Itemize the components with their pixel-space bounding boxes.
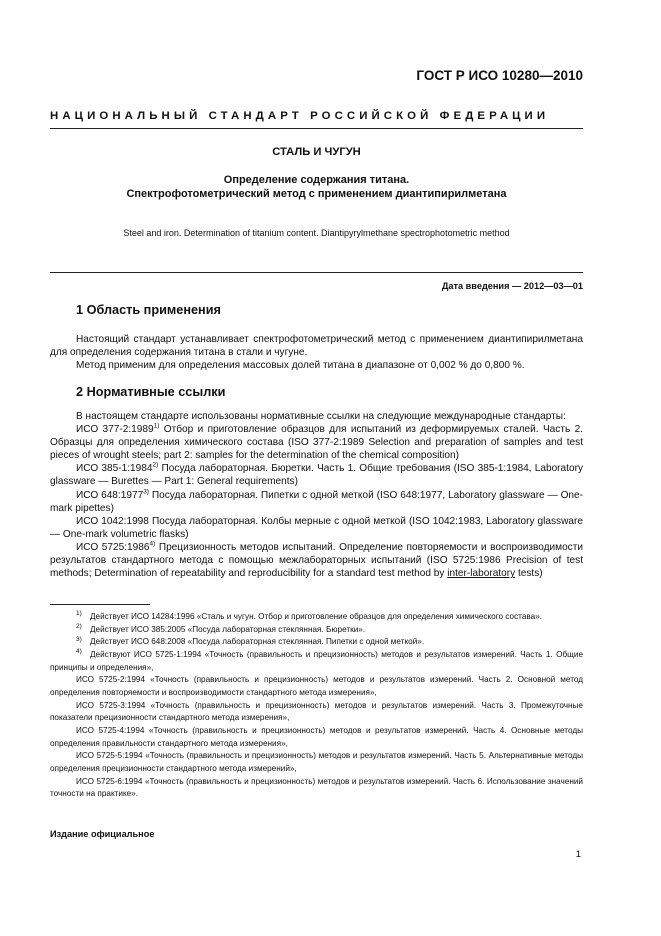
footnote-ref[interactable]: 1) bbox=[153, 422, 160, 430]
reference-code: ИСО 377-2:1989 bbox=[76, 424, 154, 436]
footnote-ref[interactable]: 2) bbox=[152, 462, 159, 470]
reference-text: Прецизионность методов испытаний. Определение повторяемости и воспроизводимости результатов стандартного метода с помощью межлабораторных испытаний (ISO 5725:1986 Precision of test methods; Determination of repeatability and reproducibility for a standard test method by bbox=[50, 541, 583, 580]
subtitle-line-2: Спектрофотометрический метод с применением диантипирилметана bbox=[126, 188, 507, 200]
footnote-text: Действует ИСО 14284:1996 «Сталь и чугун. Отбор и приготовление образцов для определения химического состава». bbox=[90, 612, 543, 621]
reference-text: Посуда лабораторная. Пипетки с одной меткой (ISO 648:1977, Laboratory glassware — One-mark pipettes) bbox=[50, 489, 584, 514]
subtitle-line-1: Определение содержания титана. bbox=[223, 174, 410, 186]
footnote-continuation: ИСО 5725-6:1994 «Точность (правильность и прецизионность) методов и результатов измерений. Часть 6. Использование значений точности на практике». bbox=[50, 776, 583, 799]
footnote-text: Действуют ИСО 5725-1:1994 «Точность (правильность и прецизионность) методов и результатов измерений. Часть 1. Общие принципы и определения», bbox=[50, 649, 583, 672]
footnote-continuation: ИСО 5725-2:1994 «Точность (правильность и прецизионность) методов и результатов измерений. Часть 2. Основной метод определения повторяемости и воспроизводимости стандартного метода измерения», bbox=[50, 675, 583, 697]
reference-text: Посуда лабораторная. Колбы мерные с одной меткой (ISO 1042:1983, Laboratory glassware — One-mark volumetric flasks) bbox=[50, 515, 583, 540]
standard-subtitle bbox=[50, 173, 583, 201]
page-number: 1 bbox=[575, 849, 581, 860]
footnote-text: Действует ИСО 385:2005 «Посуда лабораторная стеклянная. Бюретки». bbox=[90, 624, 366, 634]
footnote: $^{3)}$ Действует ИСО 648:2008 «Посуда лабораторная стеклянная. Пипетки с одной меткой». bbox=[76, 635, 425, 647]
official-edition-label: Издание официальное bbox=[50, 829, 155, 839]
standard-title: СТАЛЬ И ЧУГУН bbox=[272, 146, 361, 158]
footnote-text: Действует ИСО 648:2008 «Посуда лабораторная стеклянная. Пипетки с одной меткой». bbox=[90, 637, 425, 647]
footnote-ref[interactable]: 4) bbox=[149, 540, 156, 548]
reference-item bbox=[50, 423, 583, 462]
header-rule bbox=[50, 128, 583, 129]
introduction-date: Дата введения — 2012—03—01 bbox=[441, 281, 583, 291]
footnote: $^{4)}$ Действуют ИСО 5725-1:1994 «Точность (правильность и прецизионность) методов и результатов измерений. Часть 1. Общие принципы и определения», bbox=[50, 648, 583, 672]
reference-item bbox=[50, 462, 583, 488]
section-2-intro: В настоящем стандарте использованы нормативные ссылки на следующие международные стандарты: bbox=[76, 411, 566, 422]
reference-code: ИСО 1042:1998 bbox=[76, 515, 149, 527]
footnote: $^{2)}$ Действует ИСО 385:2005 «Посуда лабораторная стеклянная. Бюретки». bbox=[76, 622, 366, 634]
document-code: ГОСТ Р ИСО 10280—2010 bbox=[416, 68, 583, 83]
reference-code: ИСО 385-1:1984 bbox=[76, 463, 153, 475]
reference-code: ИСО 5725:1986 bbox=[76, 541, 150, 553]
reference-item bbox=[50, 541, 583, 580]
section-1-heading: 1 Область применения bbox=[76, 303, 221, 317]
reference-item bbox=[50, 489, 583, 515]
section-1-paragraph-1: Настоящий стандарт устанавливает спектрофотометрический метод с применением диантипирилметана для определения содержания титана в стали и чугуне. bbox=[50, 334, 583, 359]
reference-text: Отбор и приготовление образцов для испытаний из деформируемых сталей. Часть 2. Образцы для определения химического состава (ISO 377-2:1989 Selection and preparation of samples and test pieces of wrought steels; part 2: samples for the determination of the chemical composition) bbox=[50, 424, 583, 462]
underlined-term: inter-laboratory bbox=[447, 568, 516, 580]
national-standard-banner: НАЦИОНАЛЬНЫЙ СТАНДАРТ РОССИЙСКОЙ ФЕДЕРАЦИИ bbox=[50, 110, 550, 122]
section-1-paragraph-2: Метод применим для определения массовых долей титана в диапазоне от 0,002 % до 0,800 %. bbox=[76, 360, 525, 372]
footnote-continuation: ИСО 5725-4:1994 «Точность (правильность и прецизионность) методов и результатов измерений. Часть 4. Основные методы определения правильности стандартного метода измерения», bbox=[50, 725, 583, 748]
english-title: Steel and iron. Determination of titanium content. Diantipyrylmethane spectrophotometric method bbox=[123, 228, 510, 238]
reference-code: ИСО 648:1977 bbox=[76, 489, 144, 501]
footnote-separator bbox=[50, 604, 150, 605]
section-2-body bbox=[50, 410, 583, 580]
title-rule bbox=[50, 272, 583, 273]
footnotes bbox=[50, 611, 583, 801]
reference-text: Посуда лабораторная. Бюретки. Часть 1. Общие требования (ISO 385-1:1984, Laboratory glassware — Burettes — Part 1: General requirements) bbox=[50, 463, 583, 488]
footnote-continuation: ИСО 5725-5:1994 «Точность (правильность и прецизионность) методов и результатов измерений. Часть 5. Альтернативные методы определения прецизионности стандартного метода измерений», bbox=[50, 751, 583, 773]
reference-text-tail: tests) bbox=[515, 568, 543, 580]
section-1-body bbox=[50, 333, 583, 372]
footnote-continuation: ИСО 5725-3:1994 «Точность (правильность и прецизионность) методов и результатов измерений. Часть 3. Промежуточные показатели прецизионности стандартного метода измерения», bbox=[50, 700, 583, 723]
footnote-ref[interactable]: 3) bbox=[143, 488, 149, 496]
reference-item bbox=[50, 515, 583, 541]
footnote: $^{1)}$ Действует ИСО 14284:1996 «Сталь и чугун. Отбор и приготовление образцов для определения химического состава». bbox=[76, 610, 543, 621]
section-2-heading: 2 Нормативные ссылки bbox=[76, 385, 226, 399]
